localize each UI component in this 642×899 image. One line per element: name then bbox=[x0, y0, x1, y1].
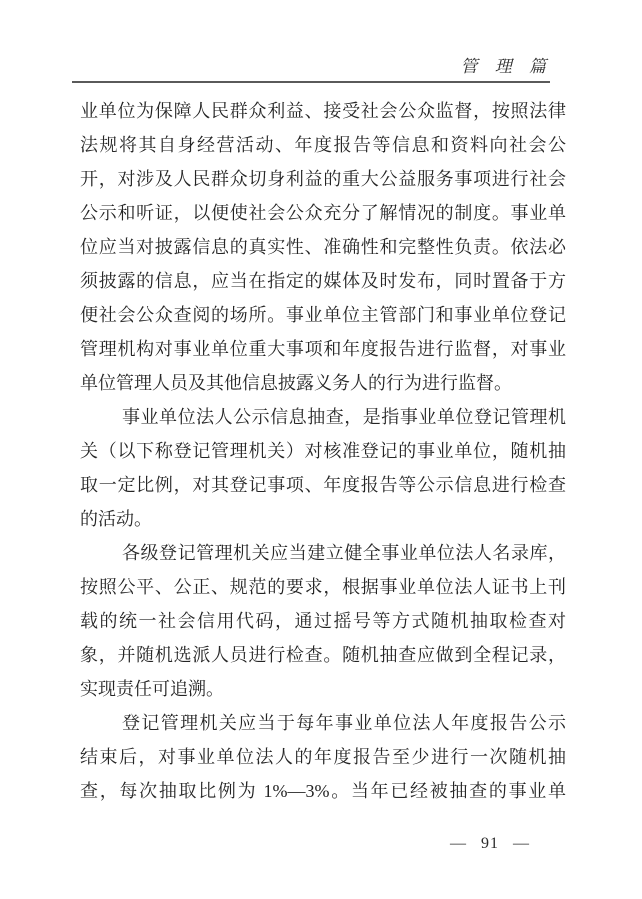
text-line: 管理机构对事业单位重大事项和年度报告进行监督，对事业 bbox=[80, 339, 566, 359]
text-line: 关（以下称登记管理机关）对核准登记的事业单位，随机抽 bbox=[80, 441, 566, 461]
text-line: 位应当对披露信息的真实性、准确性和完整性负责。依法必 bbox=[80, 237, 566, 257]
text-line: 取一定比例，对其登记事项、年度报告等公示信息进行检查 bbox=[80, 475, 566, 495]
text-line: 便社会公众查阅的场所。事业单位主管部门和事业单位登记 bbox=[80, 305, 566, 325]
text-line: 登记管理机关应当于每年事业单位法人年度报告公示 bbox=[122, 713, 566, 733]
text-line: 法规将其自身经营活动、年度报告等信息和资料向社会公 bbox=[80, 135, 566, 155]
text-line: 的活动。 bbox=[80, 509, 152, 529]
text-line: 结束后，对事业单位法人的年度报告至少进行一次随机抽 bbox=[80, 747, 566, 767]
text-line: 单位管理人员及其他信息披露义务人的行为进行监督。 bbox=[80, 373, 512, 393]
running-header-title: 管 理 篇 bbox=[460, 57, 550, 76]
text-line: 业单位为保障人民群众利益、接受社会公众监督，按照法律 bbox=[80, 101, 566, 121]
header-rule bbox=[72, 81, 550, 83]
text-line: 象，并随机选派人员进行检查。随机抽查应做到全程记录， bbox=[80, 645, 566, 665]
body-text bbox=[80, 94, 566, 808]
page-number: — 91 — bbox=[450, 835, 530, 852]
text-line: 须披露的信息，应当在指定的媒体及时发布，同时置备于方 bbox=[80, 271, 566, 291]
text-line: 事业单位法人公示信息抽查，是指事业单位登记管理机 bbox=[122, 407, 566, 427]
text-line: 各级登记管理机关应当建立健全事业单位法人名录库， bbox=[122, 543, 566, 563]
text-line: 开，对涉及人民群众切身利益的重大公益服务事项进行社会 bbox=[80, 169, 566, 189]
text-line: 载的统一社会信用代码，通过摇号等方式随机抽取检查对 bbox=[80, 611, 566, 631]
text-line: 实现责任可追溯。 bbox=[80, 679, 224, 699]
text-line: 公示和听证，以便使社会公众充分了解情况的制度。事业单 bbox=[80, 203, 566, 223]
text-line: 查，每次抽取比例为 1%—3%。当年已经被抽查的事业单 bbox=[80, 781, 566, 801]
text-line: 按照公平、公正、规范的要求，根据事业单位法人证书上刊 bbox=[80, 577, 566, 597]
